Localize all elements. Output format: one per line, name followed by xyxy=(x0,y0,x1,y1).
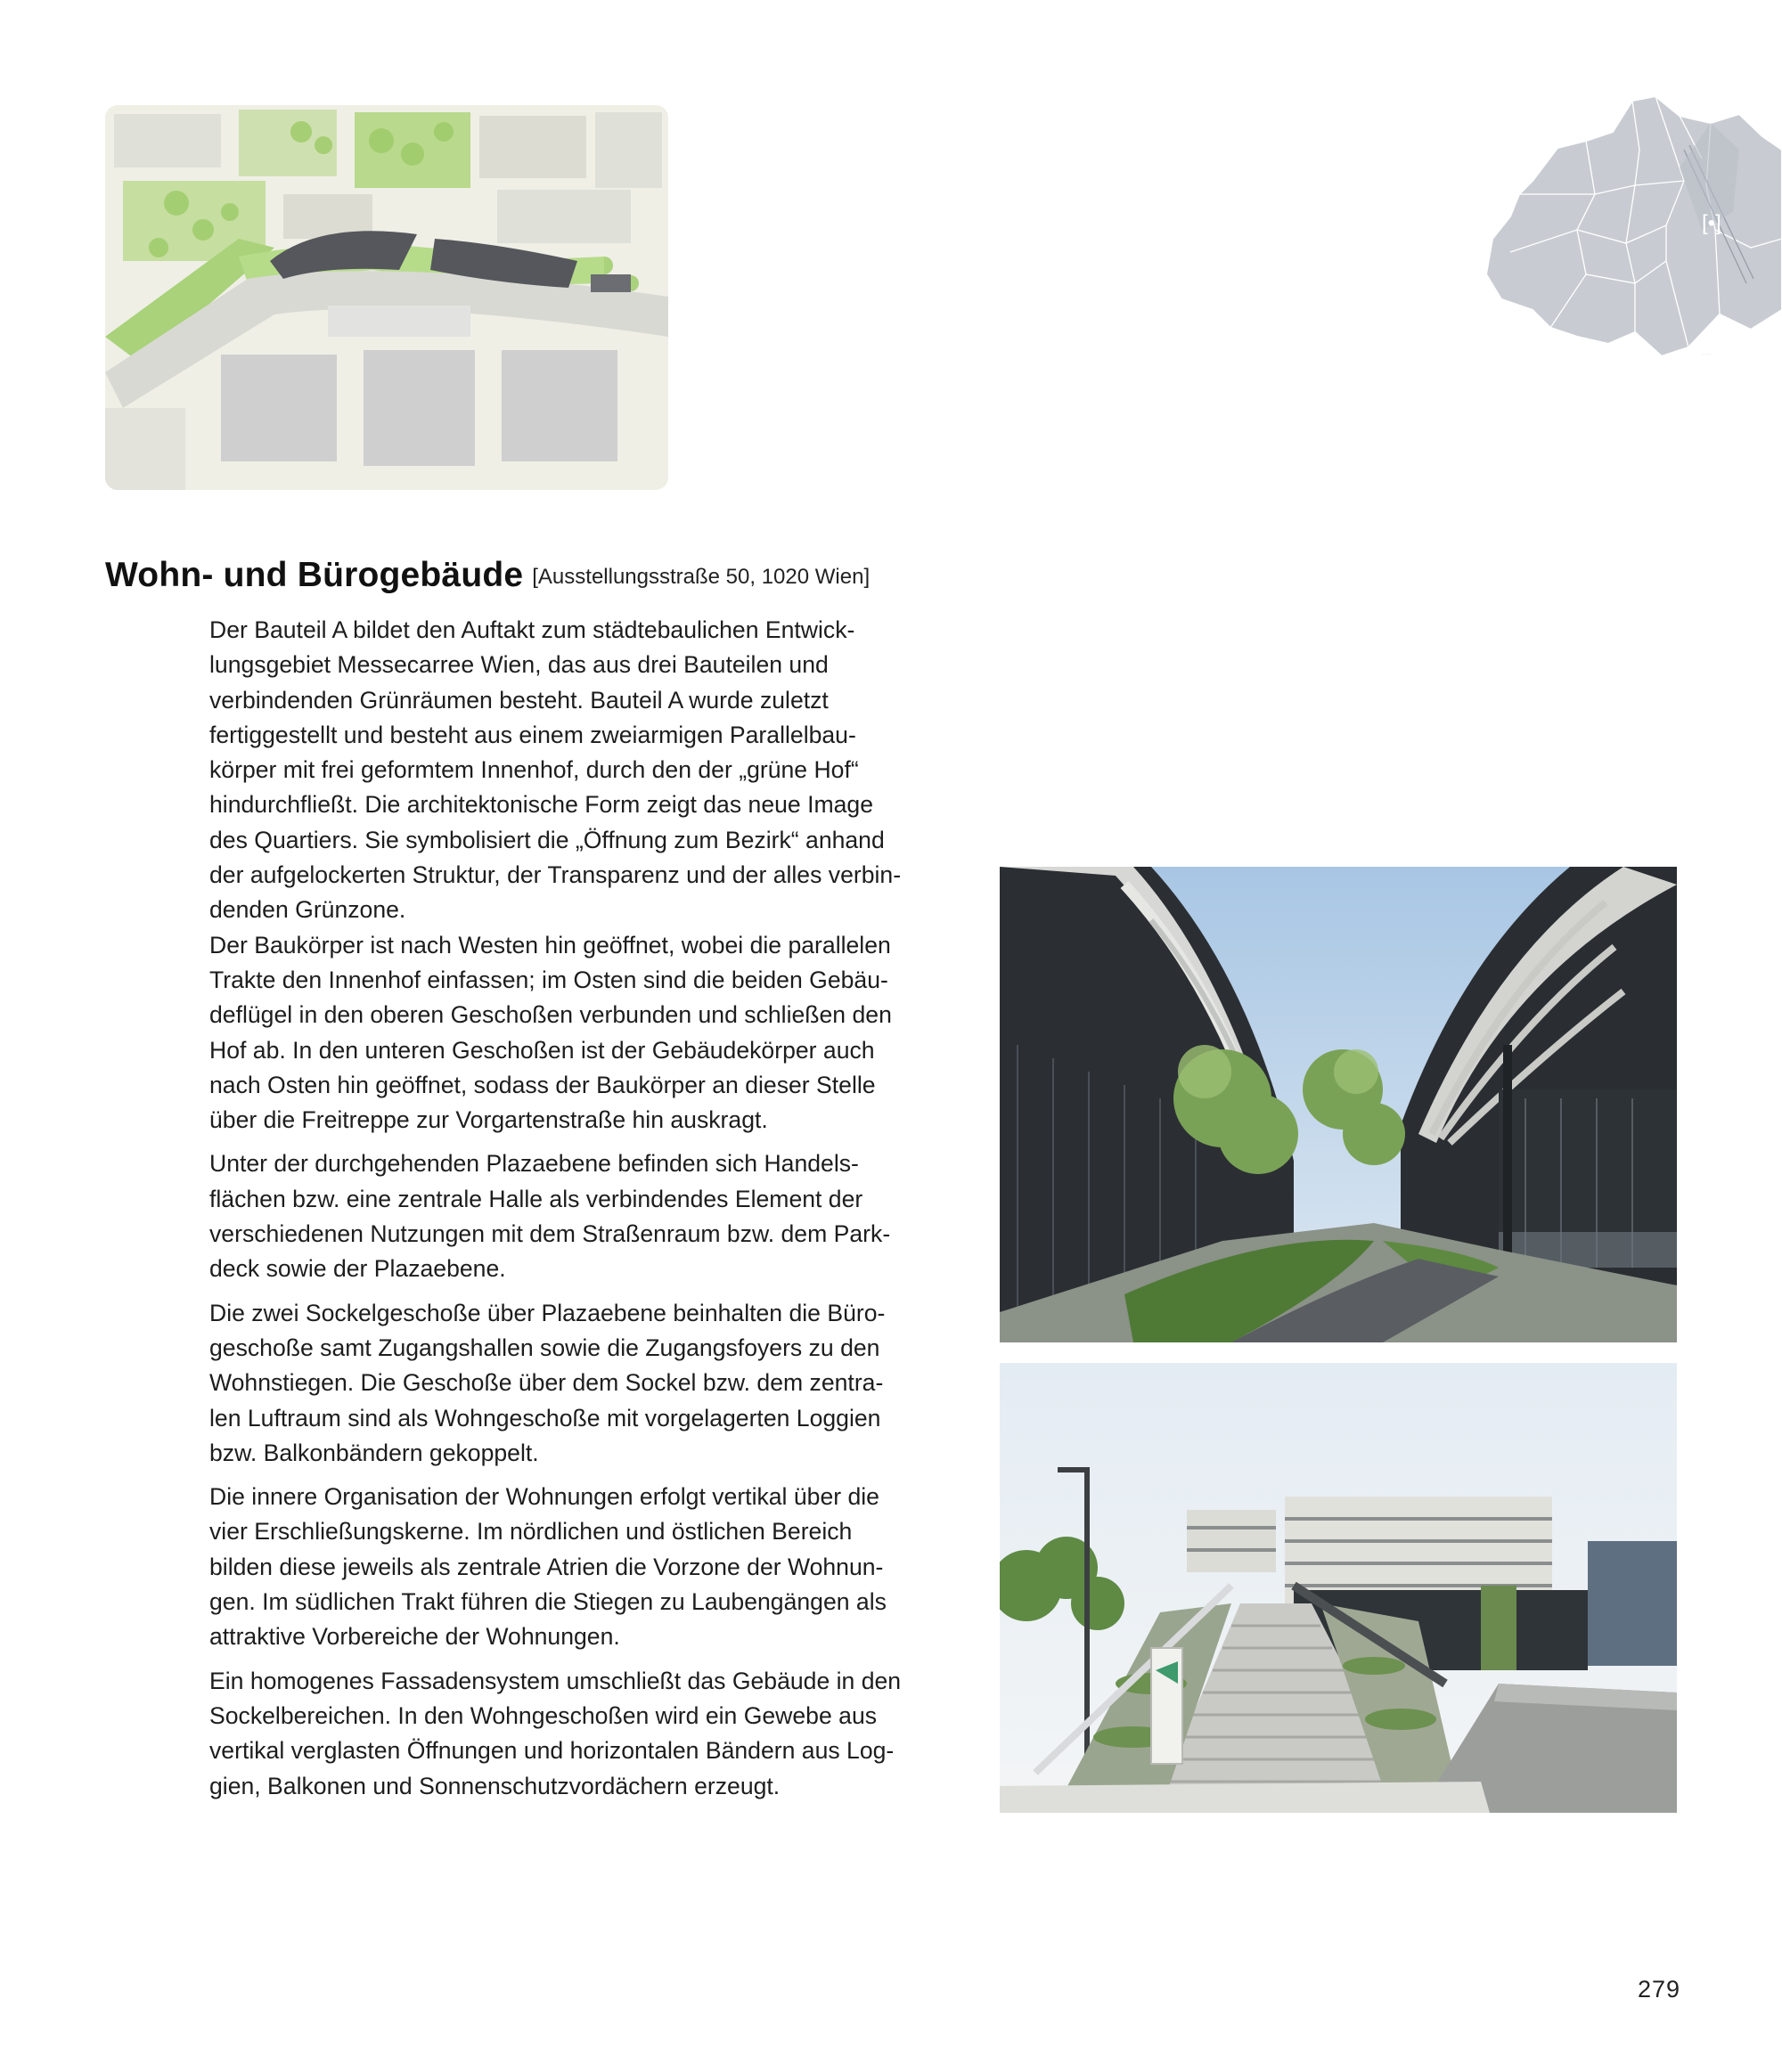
photo-stairs xyxy=(1000,1363,1677,1813)
text-line: Die innere Organisation der Wohnungen erfolgt vertikal über die xyxy=(209,1483,879,1511)
page-title: Wohn- und Bürogebäude xyxy=(105,556,524,594)
text-line: denden Grünzone. xyxy=(209,896,406,924)
text-line: deck sowie der Plazaebene. xyxy=(209,1255,506,1283)
body-paragraph xyxy=(209,1480,913,1654)
text-line: der aufgelockerten Struktur, der Transparenz und der alles verbin- xyxy=(209,861,902,889)
photo-courtyard xyxy=(1000,867,1677,1342)
text-line: verbindenden Grünräumen besteht. Bauteil A wurde zuletzt xyxy=(209,686,829,714)
text-line: über die Freitreppe zur Vorgartenstraße hin auskragt. xyxy=(209,1106,768,1134)
text-line: Ein homogenes Fassadensystem umschließt das Gebäude in den xyxy=(209,1667,902,1694)
text-line: Die zwei Sockelgeschoße über Plazaebene beinhalten die Büro- xyxy=(209,1299,886,1326)
body-text xyxy=(209,613,913,1813)
text-line: gen. Im südlichen Trakt führen die Stiegen zu Laubengängen als xyxy=(209,1588,887,1616)
text-line: hindurchfließt. Die architektonische Form zeigt das neue Image xyxy=(209,791,873,819)
text-line: geschoße samt Zugangshallen sowie die Zugangsfoyers zu den xyxy=(209,1334,880,1361)
text-line: flächen bzw. eine zentrale Halle als verbindendes Element der xyxy=(209,1185,863,1212)
text-line: bzw. Balkonbändern gekoppelt. xyxy=(209,1439,539,1466)
site-plan xyxy=(105,105,668,490)
body-paragraph xyxy=(209,613,913,1138)
text-line: Der Baukörper ist nach Westen hin geöffnet, wobei die parallelen xyxy=(209,931,891,959)
text-line: vertikal verglasten Öffnungen und horizontalen Bändern aus Log- xyxy=(209,1737,895,1765)
text-line: Wohnstiegen. Die Geschoße über dem Sockel bzw. dem zentra- xyxy=(209,1369,884,1397)
text-line: Trakte den Innenhof einfassen; im Osten sind die beiden Gebäu- xyxy=(209,966,888,993)
text-line: attraktive Vorbereiche der Wohnungen. xyxy=(209,1623,620,1651)
text-line: vier Erschließungskerne. Im nördlichen und östlichen Bereich xyxy=(209,1518,853,1546)
map-location-marker: [•] xyxy=(1702,211,1721,235)
text-line: Sockelbereichen. In den Wohngeschoßen wird ein Gewebe aus xyxy=(209,1701,878,1729)
text-line: lungsgebiet Messecarree Wien, das aus drei Bauteilen und xyxy=(209,651,829,679)
text-line: fertiggestellt und besteht aus einem zweiarmigen Parallelbau- xyxy=(209,721,856,748)
text-line: len Luftraum sind als Wohngeschoße mit vorgelagerten Loggien xyxy=(209,1404,881,1432)
text-line: körper mit frei geformtem Innenhof, durch den der „grüne Hof“ xyxy=(209,756,859,784)
text-line: gien, Balkonen und Sonnenschutzvordächern erzeugt. xyxy=(209,1772,781,1799)
text-line: nach Osten hin geöffnet, sodass der Baukörper an dieser Stelle xyxy=(209,1071,876,1098)
text-line: Unter der durchgehenden Plazaebene befinden sich Handels- xyxy=(209,1150,859,1178)
text-line: des Quartiers. Sie symbolisiert die „Öffnung zum Bezirk“ anhand xyxy=(209,826,885,853)
text-line: Der Bauteil A bildet den Auftakt zum städtebaulichen Entwick- xyxy=(209,616,855,643)
text-line: bilden diese jeweils als zentrale Atrien die Vorzone der Wohnun- xyxy=(209,1553,884,1580)
text-line: verschiedenen Nutzungen mit dem Straßenraum bzw. dem Park- xyxy=(209,1220,891,1248)
body-paragraph xyxy=(209,1664,913,1804)
body-paragraph xyxy=(209,1146,913,1286)
section-heading xyxy=(105,556,996,595)
district-map xyxy=(1479,96,1782,363)
page-number: 279 xyxy=(1638,1976,1681,2003)
text-line: deflügel in den oberen Geschoßen verbunden und schließen den xyxy=(209,1001,892,1029)
text-line: Hof ab. In den unteren Geschoßen ist der Gebäudekörper auch xyxy=(209,1036,875,1064)
address-label: [Ausstellungsstraße 50, 1020 Wien] xyxy=(532,565,871,589)
body-paragraph xyxy=(209,1296,913,1471)
